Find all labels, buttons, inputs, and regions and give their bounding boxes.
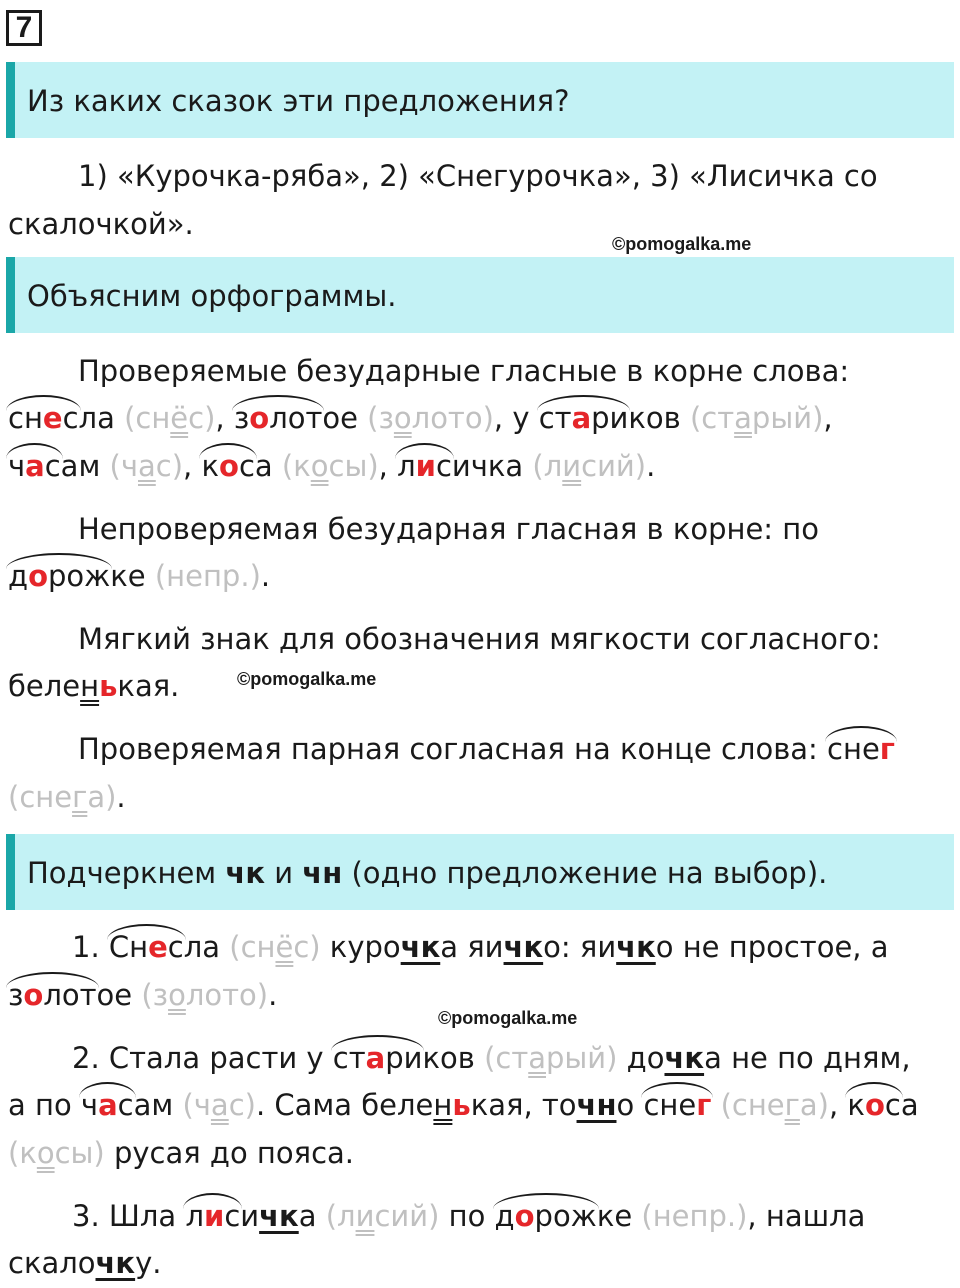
- paragraph-1-line-1: Проверяемые безударные гласные в корне слова:: [78, 354, 850, 388]
- question-2-title: Объясним орфограммы.: [27, 279, 397, 313]
- answer-1-line-2: скалочкой».: [8, 207, 194, 241]
- sentence-2-line-2: а по часам (час). Сама беленькая, точно снег (снега), коса: [8, 1088, 919, 1122]
- sentence-2-line-1: 2. Стала расти у стариков (старый) дочка не по дням,: [72, 1041, 911, 1075]
- sentence-1-line-1: 1. Снесла (снёс) курочка яичко: яичко не простое, а: [72, 930, 889, 964]
- watermark: ©pomogalka.me: [237, 669, 377, 689]
- task-number: 7: [6, 10, 42, 46]
- paragraph-2-line-1: Непроверяемая безударная гласная в корне: по: [78, 512, 819, 546]
- sentence-1-line-2: золотое (золото).: [8, 978, 278, 1012]
- paragraph-4-line-2: (снега).: [8, 780, 126, 814]
- question-3-header: [6, 834, 954, 910]
- paragraph-4-text: Проверяемая парная согласная на конце слова:: [78, 732, 818, 766]
- watermark: ©pomogalka.me: [612, 234, 752, 254]
- answer-1-line-1: 1) «Курочка-ряба», 2) «Снегурочка», 3) «Лисичка со: [78, 159, 878, 193]
- paragraph-4-line-1: Проверяемая парная согласная на конце слова: снег: [78, 732, 895, 766]
- question-1-title: Из каких сказок эти предложения?: [27, 84, 570, 118]
- question-2-header: [6, 257, 954, 333]
- paragraph-3-line-2: беленькая.: [8, 669, 180, 703]
- paragraph-1-line-2: снесла (снёс), золотое (золото), у стариков (старый),: [8, 401, 833, 435]
- question-3-title: Подчеркнем чк и чн (одно предложение на выбор).: [27, 856, 828, 890]
- paragraph-1-line-3: часам (час), коса (косы), лисичка (лисий).: [8, 449, 656, 483]
- watermark: ©pomogalka.me: [438, 1008, 578, 1028]
- paragraph-2-line-2: дорожке (непр.).: [8, 559, 271, 593]
- sentence-3-line-1: 3. Шла лисичка (лисий) по дорожке (непр.), нашла: [72, 1199, 866, 1233]
- sentence-2-line-3: (косы) русая до пояса.: [8, 1136, 355, 1170]
- sentence-3-line-2: скалочку.: [8, 1246, 162, 1280]
- question-1-header: [6, 62, 954, 138]
- paragraph-3-line-1: Мягкий знак для обозначения мягкости согласного:: [78, 622, 881, 656]
